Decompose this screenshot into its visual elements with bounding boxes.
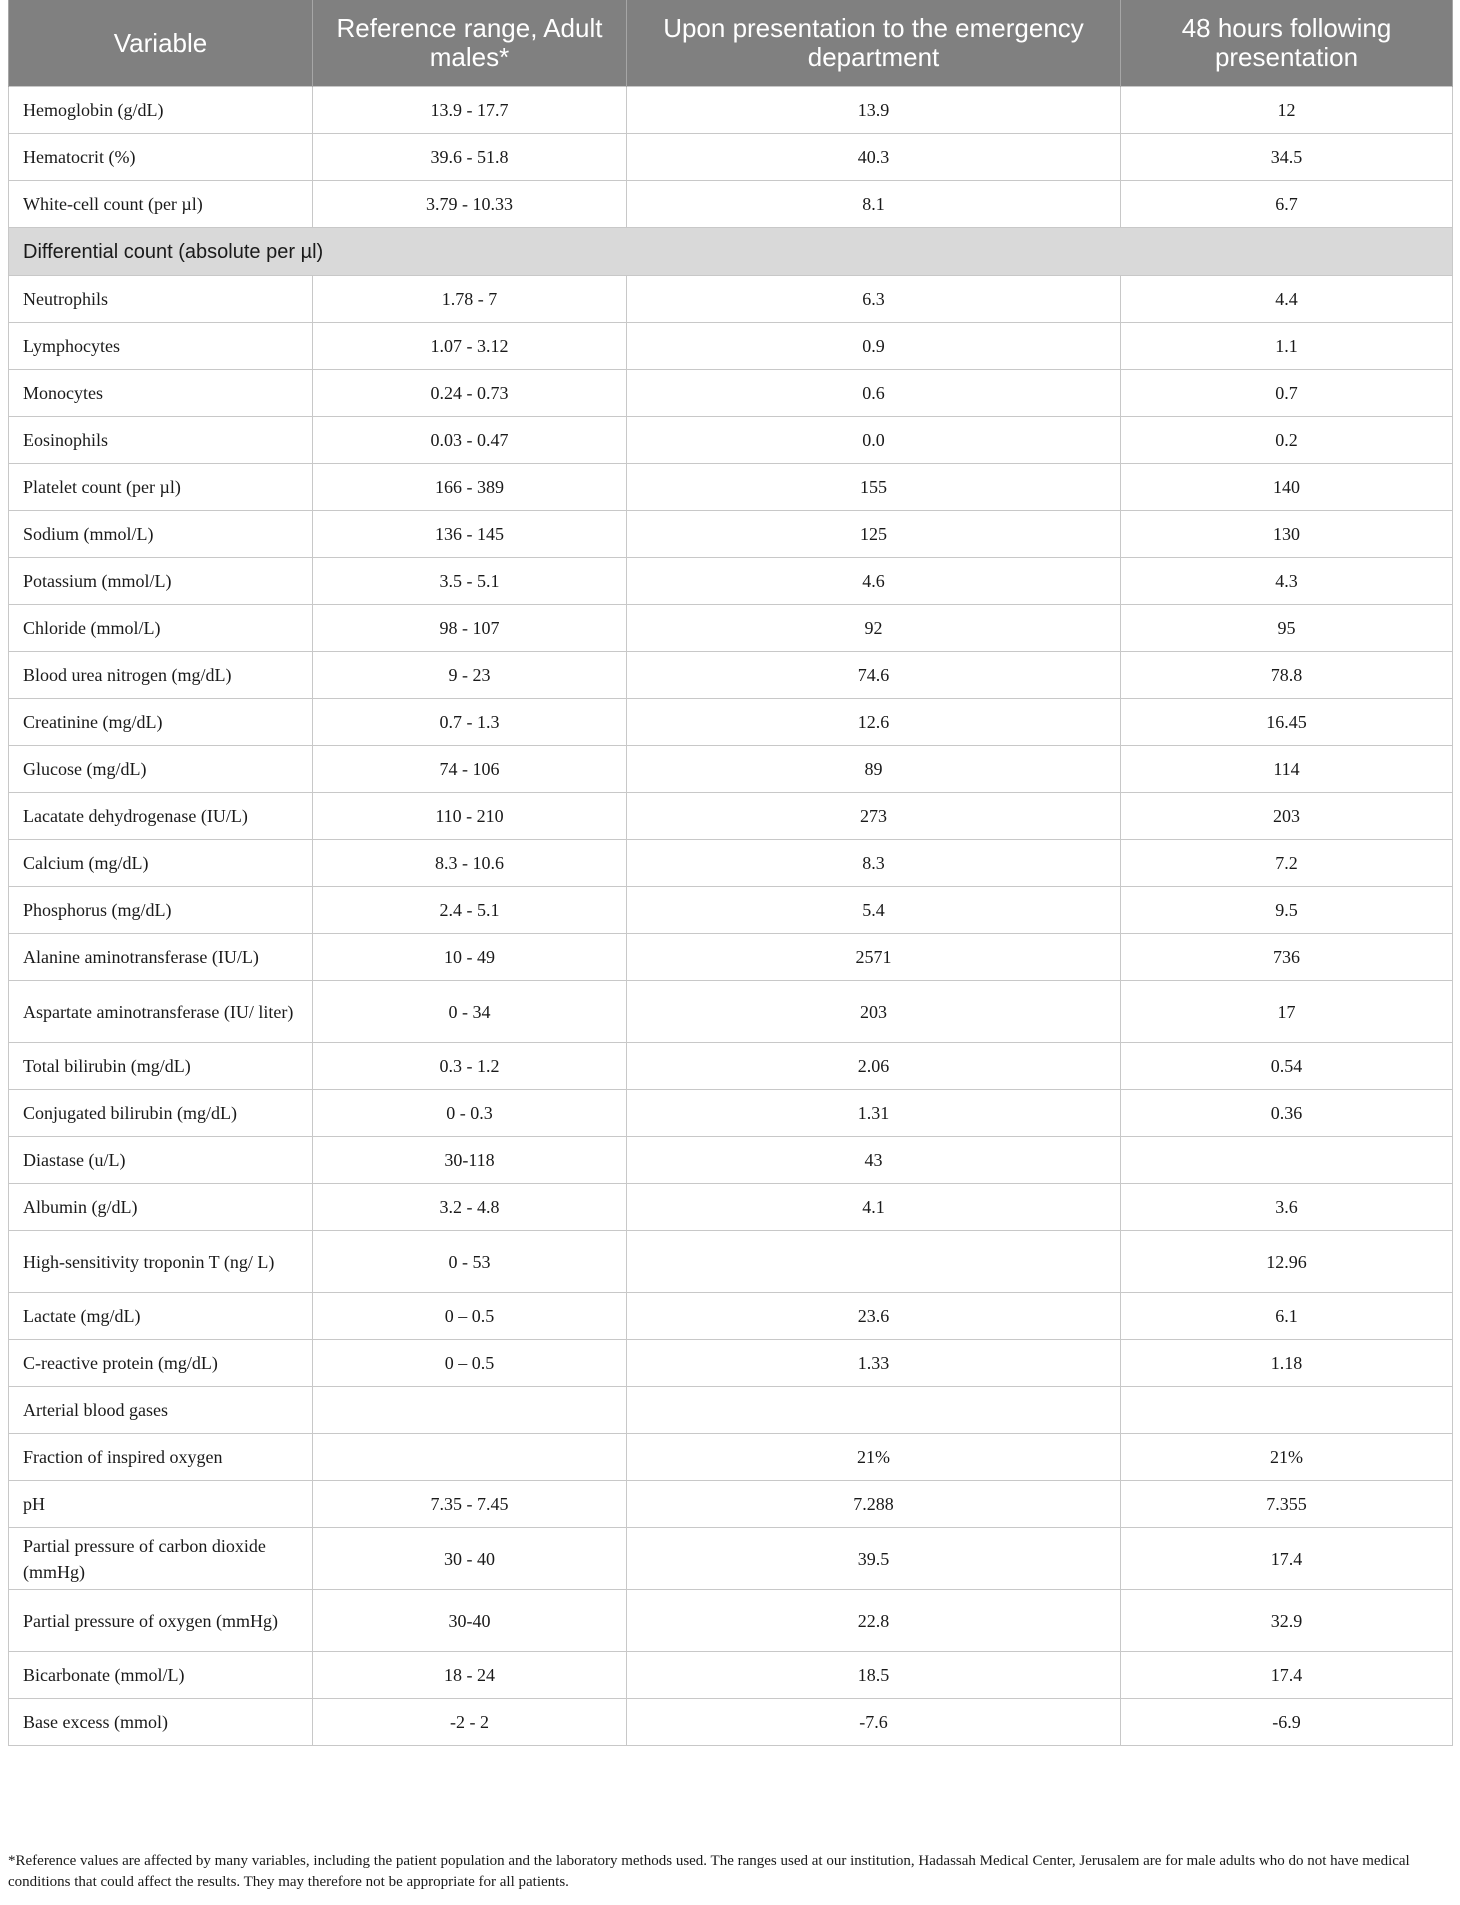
- cell-48-hours: 17.4: [1121, 1652, 1453, 1699]
- cell-variable: High-sensitivity troponin T (ng/ L): [9, 1231, 313, 1293]
- cell-reference-range: -2 - 2: [313, 1699, 627, 1746]
- cell-variable: Partial pressure of oxygen (mmHg): [9, 1590, 313, 1652]
- cell-reference-range: 0 - 53: [313, 1231, 627, 1293]
- cell-variable: pH: [9, 1481, 313, 1528]
- cell-48-hours: 736: [1121, 934, 1453, 981]
- table-row: [9, 793, 1453, 840]
- cell-48-hours: 0.2: [1121, 417, 1453, 464]
- section-row-differential-count: [9, 228, 1453, 276]
- table-row: [9, 1387, 1453, 1434]
- cell-upon-presentation: [627, 1231, 1121, 1293]
- table-row: [9, 934, 1453, 981]
- table-row: [9, 181, 1453, 228]
- cell-upon-presentation: 0.9: [627, 323, 1121, 370]
- cell-upon-presentation: 12.6: [627, 699, 1121, 746]
- cell-reference-range: 30-118: [313, 1137, 627, 1184]
- table-row: [9, 323, 1453, 370]
- cell-48-hours: [1121, 1387, 1453, 1434]
- cell-variable: Lymphocytes: [9, 323, 313, 370]
- cell-reference-range: 166 - 389: [313, 464, 627, 511]
- cell-upon-presentation: [627, 1387, 1121, 1434]
- cell-reference-range: 30-40: [313, 1590, 627, 1652]
- cell-reference-range: 39.6 - 51.8: [313, 134, 627, 181]
- cell-48-hours: 0.7: [1121, 370, 1453, 417]
- cell-reference-range: [313, 1387, 627, 1434]
- cell-reference-range: 18 - 24: [313, 1652, 627, 1699]
- cell-48-hours: 12.96: [1121, 1231, 1453, 1293]
- cell-upon-presentation: 1.31: [627, 1090, 1121, 1137]
- cell-upon-presentation: 7.288: [627, 1481, 1121, 1528]
- header-upon-presentation: Upon presentation to the emergency department: [627, 0, 1121, 87]
- cell-reference-range: 0 – 0.5: [313, 1340, 627, 1387]
- cell-upon-presentation: 0.0: [627, 417, 1121, 464]
- cell-upon-presentation: 2.06: [627, 1043, 1121, 1090]
- lab-results-table-container: [8, 0, 1452, 1746]
- table-row: [9, 1481, 1453, 1528]
- cell-reference-range: 9 - 23: [313, 652, 627, 699]
- cell-variable: Albumin (g/dL): [9, 1184, 313, 1231]
- cell-upon-presentation: 40.3: [627, 134, 1121, 181]
- cell-48-hours: -6.9: [1121, 1699, 1453, 1746]
- cell-upon-presentation: 92: [627, 605, 1121, 652]
- cell-48-hours: 114: [1121, 746, 1453, 793]
- cell-upon-presentation: 74.6: [627, 652, 1121, 699]
- cell-variable: Blood urea nitrogen (mg/dL): [9, 652, 313, 699]
- cell-variable: Glucose (mg/dL): [9, 746, 313, 793]
- table-row: [9, 1652, 1453, 1699]
- cell-48-hours: 3.6: [1121, 1184, 1453, 1231]
- cell-48-hours: 6.1: [1121, 1293, 1453, 1340]
- cell-variable: Monocytes: [9, 370, 313, 417]
- cell-variable: Potassium (mmol/L): [9, 558, 313, 605]
- table-row: [9, 511, 1453, 558]
- table-row: [9, 1043, 1453, 1090]
- cell-upon-presentation: 4.1: [627, 1184, 1121, 1231]
- table-row: [9, 1090, 1453, 1137]
- cell-reference-range: 0.3 - 1.2: [313, 1043, 627, 1090]
- cell-variable: Lacatate dehydrogenase (IU/L): [9, 793, 313, 840]
- cell-upon-presentation: -7.6: [627, 1699, 1121, 1746]
- cell-48-hours: 9.5: [1121, 887, 1453, 934]
- table-row: [9, 134, 1453, 181]
- cell-reference-range: 0 - 34: [313, 981, 627, 1043]
- cell-variable: Phosphorus (mg/dL): [9, 887, 313, 934]
- cell-upon-presentation: 1.33: [627, 1340, 1121, 1387]
- cell-upon-presentation: 43: [627, 1137, 1121, 1184]
- table-row: [9, 276, 1453, 323]
- cell-48-hours: 0.36: [1121, 1090, 1453, 1137]
- table-row: [9, 981, 1453, 1043]
- cell-upon-presentation: 13.9: [627, 87, 1121, 134]
- cell-variable: Lactate (mg/dL): [9, 1293, 313, 1340]
- cell-variable: Calcium (mg/dL): [9, 840, 313, 887]
- cell-upon-presentation: 22.8: [627, 1590, 1121, 1652]
- table-row: [9, 746, 1453, 793]
- cell-48-hours: 95: [1121, 605, 1453, 652]
- table-row: [9, 840, 1453, 887]
- cell-variable: Eosinophils: [9, 417, 313, 464]
- table-row: [9, 558, 1453, 605]
- cell-48-hours: 203: [1121, 793, 1453, 840]
- table-row: [9, 370, 1453, 417]
- cell-reference-range: 0.24 - 0.73: [313, 370, 627, 417]
- cell-variable: Bicarbonate (mmol/L): [9, 1652, 313, 1699]
- cell-upon-presentation: 39.5: [627, 1528, 1121, 1590]
- cell-variable: Partial pressure of carbon dioxide (mmHg): [9, 1528, 313, 1590]
- cell-variable: Fraction of inspired oxygen: [9, 1434, 313, 1481]
- cell-variable: White-cell count (per µl): [9, 181, 313, 228]
- cell-upon-presentation: 6.3: [627, 276, 1121, 323]
- cell-variable: Alanine aminotransferase (IU/L): [9, 934, 313, 981]
- cell-variable: Sodium (mmol/L): [9, 511, 313, 558]
- cell-48-hours: 1.1: [1121, 323, 1453, 370]
- cell-reference-range: 8.3 - 10.6: [313, 840, 627, 887]
- table-body: [9, 87, 1453, 1746]
- cell-reference-range: 1.78 - 7: [313, 276, 627, 323]
- cell-48-hours: 140: [1121, 464, 1453, 511]
- cell-upon-presentation: 203: [627, 981, 1121, 1043]
- cell-variable: Arterial blood gases: [9, 1387, 313, 1434]
- section-label: Differential count (absolute per µl): [9, 228, 1453, 276]
- table-row: [9, 699, 1453, 746]
- table-row: [9, 1293, 1453, 1340]
- cell-48-hours: 1.18: [1121, 1340, 1453, 1387]
- lab-results-table: [8, 0, 1453, 1746]
- cell-48-hours: 0.54: [1121, 1043, 1453, 1090]
- cell-reference-range: 3.5 - 5.1: [313, 558, 627, 605]
- cell-upon-presentation: 8.3: [627, 840, 1121, 887]
- cell-reference-range: 0.7 - 1.3: [313, 699, 627, 746]
- cell-reference-range: 98 - 107: [313, 605, 627, 652]
- cell-48-hours: 32.9: [1121, 1590, 1453, 1652]
- cell-reference-range: 0 - 0.3: [313, 1090, 627, 1137]
- cell-48-hours: 21%: [1121, 1434, 1453, 1481]
- cell-upon-presentation: 0.6: [627, 370, 1121, 417]
- cell-variable: Conjugated bilirubin (mg/dL): [9, 1090, 313, 1137]
- table-footnote: *Reference values are affected by many variables, including the patient population and the laboratory methods used. The ranges used at our institution, Hadassah Medical Center, Jerusalem are for male adults who do not have medical conditions that could affect the results. They may therefore not be appropriate for all patients.: [8, 1853, 1410, 1890]
- cell-reference-range: 30 - 40: [313, 1528, 627, 1590]
- cell-reference-range: 74 - 106: [313, 746, 627, 793]
- cell-48-hours: 12: [1121, 87, 1453, 134]
- cell-upon-presentation: 18.5: [627, 1652, 1121, 1699]
- cell-upon-presentation: 125: [627, 511, 1121, 558]
- cell-reference-range: [313, 1434, 627, 1481]
- header-variable: Variable: [9, 0, 313, 87]
- table-row: [9, 464, 1453, 511]
- cell-upon-presentation: 21%: [627, 1434, 1121, 1481]
- cell-reference-range: 7.35 - 7.45: [313, 1481, 627, 1528]
- cell-upon-presentation: 155: [627, 464, 1121, 511]
- cell-48-hours: 17: [1121, 981, 1453, 1043]
- cell-reference-range: 2.4 - 5.1: [313, 887, 627, 934]
- table-row: [9, 652, 1453, 699]
- cell-reference-range: 3.2 - 4.8: [313, 1184, 627, 1231]
- cell-upon-presentation: 4.6: [627, 558, 1121, 605]
- table-row: [9, 1184, 1453, 1231]
- table-row: [9, 417, 1453, 464]
- table-row: [9, 1231, 1453, 1293]
- cell-upon-presentation: 273: [627, 793, 1121, 840]
- cell-48-hours: 7.355: [1121, 1481, 1453, 1528]
- cell-upon-presentation: 23.6: [627, 1293, 1121, 1340]
- cell-reference-range: 0 – 0.5: [313, 1293, 627, 1340]
- table-row: [9, 1340, 1453, 1387]
- cell-48-hours: 34.5: [1121, 134, 1453, 181]
- table-row: [9, 1137, 1453, 1184]
- cell-upon-presentation: 5.4: [627, 887, 1121, 934]
- cell-48-hours: 130: [1121, 511, 1453, 558]
- cell-reference-range: 110 - 210: [313, 793, 627, 840]
- cell-48-hours: [1121, 1137, 1453, 1184]
- table-row: [9, 87, 1453, 134]
- cell-variable: Neutrophils: [9, 276, 313, 323]
- cell-upon-presentation: 8.1: [627, 181, 1121, 228]
- header-row: [9, 0, 1453, 87]
- cell-reference-range: 0.03 - 0.47: [313, 417, 627, 464]
- cell-variable: Base excess (mmol): [9, 1699, 313, 1746]
- cell-reference-range: 13.9 - 17.7: [313, 87, 627, 134]
- table-header: [9, 0, 1453, 87]
- header-48-hours: 48 hours following presentation: [1121, 0, 1453, 87]
- cell-reference-range: 136 - 145: [313, 511, 627, 558]
- cell-variable: Platelet count (per µl): [9, 464, 313, 511]
- cell-48-hours: 4.4: [1121, 276, 1453, 323]
- cell-48-hours: 7.2: [1121, 840, 1453, 887]
- cell-upon-presentation: 2571: [627, 934, 1121, 981]
- table-row: [9, 1528, 1453, 1590]
- cell-48-hours: 16.45: [1121, 699, 1453, 746]
- cell-48-hours: 6.7: [1121, 181, 1453, 228]
- header-reference-range: Reference range, Adult males*: [313, 0, 627, 87]
- cell-upon-presentation: 89: [627, 746, 1121, 793]
- table-row: [9, 1434, 1453, 1481]
- cell-reference-range: 3.79 - 10.33: [313, 181, 627, 228]
- table-row: [9, 1590, 1453, 1652]
- cell-variable: Aspartate aminotransferase (IU/ liter): [9, 981, 313, 1043]
- cell-48-hours: 78.8: [1121, 652, 1453, 699]
- cell-variable: Chloride (mmol/L): [9, 605, 313, 652]
- cell-48-hours: 4.3: [1121, 558, 1453, 605]
- cell-reference-range: 1.07 - 3.12: [313, 323, 627, 370]
- cell-variable: Hemoglobin (g/dL): [9, 87, 313, 134]
- cell-variable: Total bilirubin (mg/dL): [9, 1043, 313, 1090]
- cell-variable: C-reactive protein (mg/dL): [9, 1340, 313, 1387]
- table-row: [9, 605, 1453, 652]
- table-row: [9, 887, 1453, 934]
- cell-reference-range: 10 - 49: [313, 934, 627, 981]
- cell-variable: Creatinine (mg/dL): [9, 699, 313, 746]
- table-row: [9, 1699, 1453, 1746]
- cell-48-hours: 17.4: [1121, 1528, 1453, 1590]
- cell-variable: Hematocrit (%): [9, 134, 313, 181]
- cell-variable: Diastase (u/L): [9, 1137, 313, 1184]
